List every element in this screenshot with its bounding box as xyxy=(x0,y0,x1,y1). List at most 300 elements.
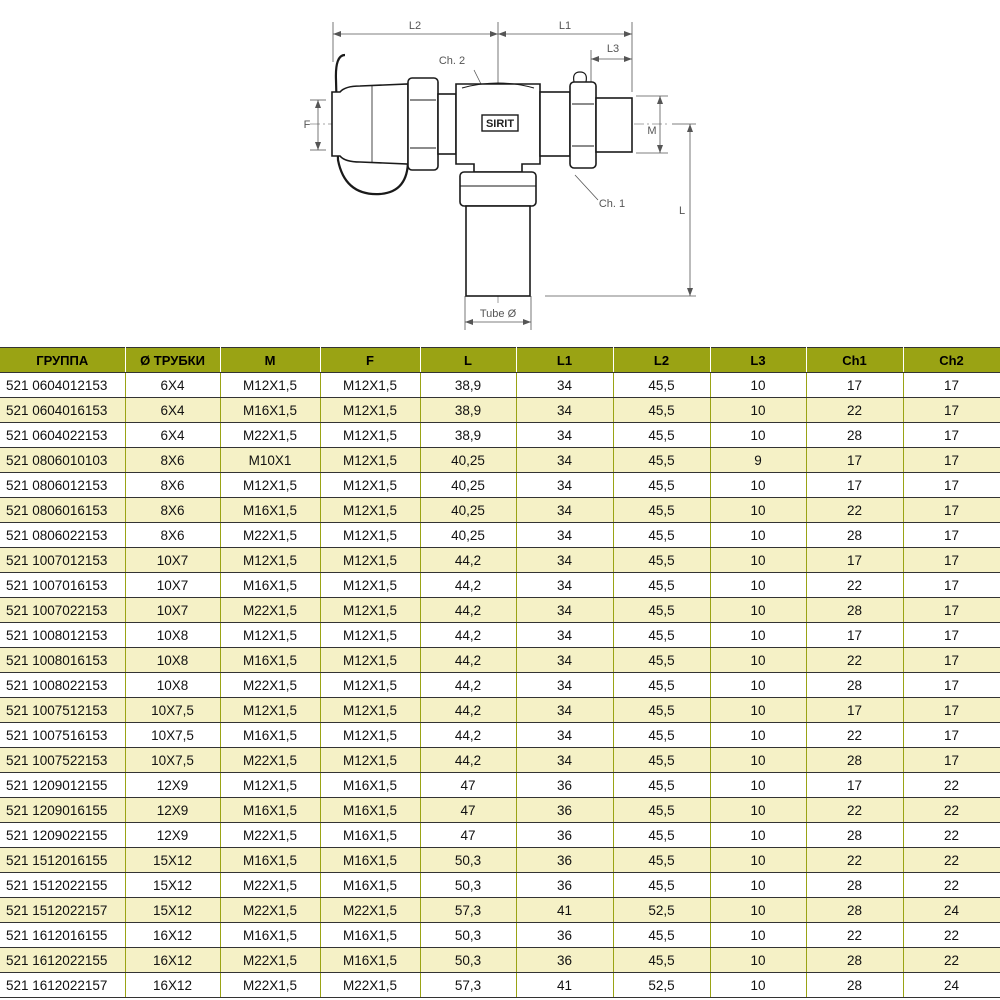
cell-l: 57,3 xyxy=(420,898,516,923)
cell-group: 521 1612022155 xyxy=(0,948,125,973)
cell-ch2: 17 xyxy=(903,398,1000,423)
cell-f: M12X1,5 xyxy=(320,423,420,448)
cell-ch2: 17 xyxy=(903,473,1000,498)
cell-f: M12X1,5 xyxy=(320,623,420,648)
cell-ch2: 17 xyxy=(903,673,1000,698)
cell-tube: 8X6 xyxy=(125,473,220,498)
cell-m: M12X1,5 xyxy=(220,373,320,398)
cell-l2: 45,5 xyxy=(613,598,710,623)
cell-l: 38,9 xyxy=(420,398,516,423)
cell-ch2: 17 xyxy=(903,498,1000,523)
cell-l3: 10 xyxy=(710,623,806,648)
dim-label-l2: L2 xyxy=(408,20,422,32)
table-row xyxy=(0,698,1000,723)
cell-l1: 34 xyxy=(516,748,613,773)
cell-m: M16X1,5 xyxy=(220,498,320,523)
cell-l: 50,3 xyxy=(420,873,516,898)
logo-text: SIRIT xyxy=(485,118,515,130)
cell-l1: 41 xyxy=(516,973,613,998)
cell-ch2: 17 xyxy=(903,523,1000,548)
cell-l3: 10 xyxy=(710,423,806,448)
cell-l: 38,9 xyxy=(420,373,516,398)
cell-f: M22X1,5 xyxy=(320,898,420,923)
spec-table xyxy=(0,347,1000,998)
technical-drawing xyxy=(0,0,1000,345)
cell-l: 40,25 xyxy=(420,473,516,498)
cell-ch1: 17 xyxy=(806,623,903,648)
cell-ch1: 28 xyxy=(806,523,903,548)
table-row xyxy=(0,723,1000,748)
cell-ch1: 22 xyxy=(806,848,903,873)
cell-l1: 34 xyxy=(516,723,613,748)
cell-l1: 36 xyxy=(516,923,613,948)
cell-ch2: 17 xyxy=(903,448,1000,473)
cell-m: M12X1,5 xyxy=(220,623,320,648)
cell-ch1: 17 xyxy=(806,448,903,473)
cell-ch1: 28 xyxy=(806,898,903,923)
cell-l1: 34 xyxy=(516,673,613,698)
cell-l3: 10 xyxy=(710,548,806,573)
cell-tube: 6X4 xyxy=(125,423,220,448)
cell-l: 44,2 xyxy=(420,648,516,673)
header-ch2: Ch2 xyxy=(903,348,1000,373)
table-row xyxy=(0,448,1000,473)
cell-group: 521 1007516153 xyxy=(0,723,125,748)
cell-l2: 45,5 xyxy=(613,723,710,748)
cell-group: 521 1512016155 xyxy=(0,848,125,873)
cell-f: M12X1,5 xyxy=(320,523,420,548)
cell-m: M12X1,5 xyxy=(220,548,320,573)
dim-label-l3: L3 xyxy=(606,43,620,55)
cell-tube: 12X9 xyxy=(125,823,220,848)
cell-m: M16X1,5 xyxy=(220,798,320,823)
cell-l3: 10 xyxy=(710,473,806,498)
cell-l: 40,25 xyxy=(420,498,516,523)
cell-l2: 45,5 xyxy=(613,823,710,848)
cell-l2: 45,5 xyxy=(613,923,710,948)
cell-tube: 15X12 xyxy=(125,873,220,898)
cell-l2: 45,5 xyxy=(613,648,710,673)
cell-l2: 45,5 xyxy=(613,398,710,423)
cell-f: M16X1,5 xyxy=(320,773,420,798)
cell-l1: 34 xyxy=(516,498,613,523)
cell-l3: 10 xyxy=(710,773,806,798)
cell-l2: 45,5 xyxy=(613,798,710,823)
cell-group: 521 1007512153 xyxy=(0,698,125,723)
cell-l1: 34 xyxy=(516,373,613,398)
cell-m: M12X1,5 xyxy=(220,698,320,723)
table-row xyxy=(0,898,1000,923)
cell-l2: 45,5 xyxy=(613,673,710,698)
cell-l1: 34 xyxy=(516,698,613,723)
cell-tube: 15X12 xyxy=(125,898,220,923)
cell-group: 521 1612022157 xyxy=(0,973,125,998)
cell-f: M16X1,5 xyxy=(320,873,420,898)
cell-l3: 10 xyxy=(710,573,806,598)
cell-l: 44,2 xyxy=(420,698,516,723)
cell-f: M12X1,5 xyxy=(320,723,420,748)
cell-ch1: 17 xyxy=(806,773,903,798)
cell-ch2: 24 xyxy=(903,973,1000,998)
cell-tube: 16X12 xyxy=(125,923,220,948)
cell-m: M16X1,5 xyxy=(220,398,320,423)
cell-group: 521 1209012155 xyxy=(0,773,125,798)
cell-f: M12X1,5 xyxy=(320,573,420,598)
cell-l1: 34 xyxy=(516,648,613,673)
cell-ch1: 28 xyxy=(806,973,903,998)
cell-f: M12X1,5 xyxy=(320,548,420,573)
cell-l3: 10 xyxy=(710,973,806,998)
cell-ch2: 17 xyxy=(903,548,1000,573)
cell-l2: 52,5 xyxy=(613,973,710,998)
cell-l2: 45,5 xyxy=(613,373,710,398)
header-l3: L3 xyxy=(710,348,806,373)
cell-l3: 10 xyxy=(710,923,806,948)
cell-l1: 36 xyxy=(516,873,613,898)
cell-f: M12X1,5 xyxy=(320,698,420,723)
cell-l3: 10 xyxy=(710,848,806,873)
cell-f: M12X1,5 xyxy=(320,748,420,773)
cell-l1: 34 xyxy=(516,573,613,598)
cell-ch1: 28 xyxy=(806,873,903,898)
cell-group: 521 0806022153 xyxy=(0,523,125,548)
table-row xyxy=(0,648,1000,673)
cell-tube: 10X7 xyxy=(125,548,220,573)
logo-badge xyxy=(482,115,518,131)
cell-ch1: 28 xyxy=(806,423,903,448)
cell-l3: 10 xyxy=(710,673,806,698)
fitting-drawing-svg xyxy=(0,0,1000,345)
cell-tube: 12X9 xyxy=(125,798,220,823)
cell-group: 521 1008022153 xyxy=(0,673,125,698)
cell-group: 521 1007522153 xyxy=(0,748,125,773)
cell-l: 47 xyxy=(420,823,516,848)
cell-l3: 10 xyxy=(710,723,806,748)
cell-ch2: 17 xyxy=(903,623,1000,648)
cell-l2: 45,5 xyxy=(613,423,710,448)
cell-ch1: 17 xyxy=(806,548,903,573)
table-row xyxy=(0,473,1000,498)
cell-m: M12X1,5 xyxy=(220,773,320,798)
cell-l3: 10 xyxy=(710,598,806,623)
cell-ch1: 28 xyxy=(806,598,903,623)
cell-m: M16X1,5 xyxy=(220,648,320,673)
table-header-row xyxy=(0,348,1000,373)
table-row xyxy=(0,398,1000,423)
fitting-body xyxy=(332,55,632,296)
cell-tube: 16X12 xyxy=(125,973,220,998)
cell-l: 38,9 xyxy=(420,423,516,448)
cell-l: 44,2 xyxy=(420,623,516,648)
cell-l2: 45,5 xyxy=(613,548,710,573)
cell-m: M16X1,5 xyxy=(220,723,320,748)
cell-m: M22X1,5 xyxy=(220,898,320,923)
cell-f: M16X1,5 xyxy=(320,823,420,848)
cell-ch1: 22 xyxy=(806,723,903,748)
cell-group: 521 1008012153 xyxy=(0,623,125,648)
header-l1: L1 xyxy=(516,348,613,373)
cell-m: M22X1,5 xyxy=(220,598,320,623)
cell-ch1: 28 xyxy=(806,673,903,698)
cell-l2: 45,5 xyxy=(613,448,710,473)
cell-group: 521 0604022153 xyxy=(0,423,125,448)
cell-tube: 10X7 xyxy=(125,573,220,598)
cell-l1: 34 xyxy=(516,398,613,423)
cell-f: M12X1,5 xyxy=(320,673,420,698)
dim-label-m: M xyxy=(647,125,657,137)
cell-m: M22X1,5 xyxy=(220,423,320,448)
cell-l2: 45,5 xyxy=(613,623,710,648)
cell-l2: 45,5 xyxy=(613,848,710,873)
cell-l1: 36 xyxy=(516,848,613,873)
cell-tube: 8X6 xyxy=(125,498,220,523)
cell-group: 521 0806010103 xyxy=(0,448,125,473)
cell-f: M12X1,5 xyxy=(320,498,420,523)
table-row xyxy=(0,923,1000,948)
header-m: M xyxy=(220,348,320,373)
cell-tube: 8X6 xyxy=(125,448,220,473)
table-row xyxy=(0,523,1000,548)
cell-ch1: 22 xyxy=(806,923,903,948)
cell-l: 44,2 xyxy=(420,573,516,598)
cell-group: 521 1007022153 xyxy=(0,598,125,623)
cell-m: M22X1,5 xyxy=(220,748,320,773)
cell-m: M16X1,5 xyxy=(220,848,320,873)
cell-l2: 52,5 xyxy=(613,898,710,923)
cell-l1: 36 xyxy=(516,823,613,848)
cell-ch2: 17 xyxy=(903,598,1000,623)
cell-f: M16X1,5 xyxy=(320,798,420,823)
cell-l: 40,25 xyxy=(420,448,516,473)
cell-ch1: 17 xyxy=(806,698,903,723)
cell-m: M22X1,5 xyxy=(220,873,320,898)
table-row xyxy=(0,823,1000,848)
cell-l3: 10 xyxy=(710,373,806,398)
cell-m: M22X1,5 xyxy=(220,823,320,848)
cell-tube: 6X4 xyxy=(125,398,220,423)
cell-f: M16X1,5 xyxy=(320,948,420,973)
cell-ch2: 17 xyxy=(903,723,1000,748)
cell-f: M12X1,5 xyxy=(320,598,420,623)
cell-group: 521 1612016155 xyxy=(0,923,125,948)
cell-l1: 34 xyxy=(516,448,613,473)
cell-l3: 10 xyxy=(710,498,806,523)
cell-l3: 10 xyxy=(710,398,806,423)
cell-tube: 10X7 xyxy=(125,598,220,623)
table-row xyxy=(0,873,1000,898)
cell-l2: 45,5 xyxy=(613,573,710,598)
cell-l1: 36 xyxy=(516,798,613,823)
cell-l1: 41 xyxy=(516,898,613,923)
cell-l1: 34 xyxy=(516,423,613,448)
cell-l: 44,2 xyxy=(420,673,516,698)
cell-l2: 45,5 xyxy=(613,873,710,898)
cell-ch2: 17 xyxy=(903,648,1000,673)
cell-ch2: 17 xyxy=(903,573,1000,598)
cell-group: 521 1209022155 xyxy=(0,823,125,848)
cell-l2: 45,5 xyxy=(613,773,710,798)
cell-ch2: 22 xyxy=(903,798,1000,823)
cell-l: 44,2 xyxy=(420,598,516,623)
cell-l3: 10 xyxy=(710,873,806,898)
cell-ch1: 28 xyxy=(806,948,903,973)
cell-tube: 15X12 xyxy=(125,848,220,873)
cell-l: 47 xyxy=(420,798,516,823)
cell-tube: 10X8 xyxy=(125,623,220,648)
cell-ch2: 22 xyxy=(903,823,1000,848)
cell-ch2: 17 xyxy=(903,373,1000,398)
cell-group: 521 0604016153 xyxy=(0,398,125,423)
cell-tube: 16X12 xyxy=(125,948,220,973)
cell-l1: 34 xyxy=(516,523,613,548)
cell-l1: 34 xyxy=(516,598,613,623)
cell-ch1: 22 xyxy=(806,498,903,523)
cell-group: 521 0806016153 xyxy=(0,498,125,523)
table-row xyxy=(0,798,1000,823)
cell-f: M12X1,5 xyxy=(320,398,420,423)
cell-ch2: 17 xyxy=(903,423,1000,448)
cell-l: 44,2 xyxy=(420,548,516,573)
cell-l1: 36 xyxy=(516,773,613,798)
table-row xyxy=(0,423,1000,448)
dim-label-l1: L1 xyxy=(558,20,572,32)
cell-l2: 45,5 xyxy=(613,498,710,523)
cell-l: 50,3 xyxy=(420,848,516,873)
cell-m: M22X1,5 xyxy=(220,673,320,698)
cell-tube: 6X4 xyxy=(125,373,220,398)
table-body xyxy=(0,373,1000,998)
cell-l3: 10 xyxy=(710,823,806,848)
cell-l3: 10 xyxy=(710,648,806,673)
cell-ch2: 22 xyxy=(903,948,1000,973)
cell-group: 521 1512022155 xyxy=(0,873,125,898)
dim-label-l: L xyxy=(678,205,686,217)
cell-f: M16X1,5 xyxy=(320,923,420,948)
cell-tube: 8X6 xyxy=(125,523,220,548)
cell-l2: 45,5 xyxy=(613,473,710,498)
cell-ch2: 17 xyxy=(903,698,1000,723)
cell-l3: 10 xyxy=(710,523,806,548)
cell-group: 521 0806012153 xyxy=(0,473,125,498)
cell-m: M12X1,5 xyxy=(220,473,320,498)
cell-l: 50,3 xyxy=(420,948,516,973)
cell-l: 50,3 xyxy=(420,923,516,948)
cell-ch2: 17 xyxy=(903,748,1000,773)
cell-tube: 10X8 xyxy=(125,648,220,673)
cell-f: M16X1,5 xyxy=(320,848,420,873)
cell-l1: 34 xyxy=(516,473,613,498)
cell-l: 44,2 xyxy=(420,723,516,748)
table-row xyxy=(0,373,1000,398)
table-row xyxy=(0,748,1000,773)
cell-tube: 10X7,5 xyxy=(125,748,220,773)
cell-tube: 12X9 xyxy=(125,773,220,798)
header-ch1: Ch1 xyxy=(806,348,903,373)
cell-ch1: 22 xyxy=(806,648,903,673)
table-row xyxy=(0,948,1000,973)
table-row xyxy=(0,848,1000,873)
cell-l3: 9 xyxy=(710,448,806,473)
table-row xyxy=(0,773,1000,798)
cell-group: 521 1007012153 xyxy=(0,548,125,573)
cell-l1: 34 xyxy=(516,548,613,573)
cell-ch1: 17 xyxy=(806,373,903,398)
cell-f: M12X1,5 xyxy=(320,648,420,673)
cell-ch2: 22 xyxy=(903,848,1000,873)
cell-f: M12X1,5 xyxy=(320,373,420,398)
cell-ch1: 17 xyxy=(806,473,903,498)
cell-ch1: 28 xyxy=(806,823,903,848)
cell-l3: 10 xyxy=(710,698,806,723)
cell-l: 44,2 xyxy=(420,748,516,773)
cell-l2: 45,5 xyxy=(613,948,710,973)
cell-m: M22X1,5 xyxy=(220,948,320,973)
cell-m: M22X1,5 xyxy=(220,523,320,548)
cell-l3: 10 xyxy=(710,898,806,923)
table-row xyxy=(0,498,1000,523)
cell-group: 521 1209016155 xyxy=(0,798,125,823)
cell-group: 521 1007016153 xyxy=(0,573,125,598)
table-row xyxy=(0,973,1000,998)
cell-m: M10X1 xyxy=(220,448,320,473)
cell-l3: 10 xyxy=(710,948,806,973)
cell-ch2: 22 xyxy=(903,873,1000,898)
header-l: L xyxy=(420,348,516,373)
cell-tube: 10X8 xyxy=(125,673,220,698)
header-l2: L2 xyxy=(613,348,710,373)
cell-m: M22X1,5 xyxy=(220,973,320,998)
cell-l3: 10 xyxy=(710,798,806,823)
cell-ch1: 22 xyxy=(806,398,903,423)
cell-tube: 10X7,5 xyxy=(125,698,220,723)
cell-tube: 10X7,5 xyxy=(125,723,220,748)
dim-label-f: F xyxy=(303,119,311,131)
dim-label-tube: Tube Ø xyxy=(479,308,517,320)
cell-l3: 10 xyxy=(710,748,806,773)
header-f: F xyxy=(320,348,420,373)
cell-l: 47 xyxy=(420,773,516,798)
cell-l2: 45,5 xyxy=(613,523,710,548)
cell-group: 521 1008016153 xyxy=(0,648,125,673)
dim-label-ch2: Ch. 2 xyxy=(438,55,466,67)
table-row xyxy=(0,548,1000,573)
dim-label-ch1: Ch. 1 xyxy=(598,198,626,210)
cell-f: M22X1,5 xyxy=(320,973,420,998)
cell-l2: 45,5 xyxy=(613,698,710,723)
cell-ch1: 22 xyxy=(806,573,903,598)
cell-ch2: 22 xyxy=(903,923,1000,948)
cell-l1: 36 xyxy=(516,948,613,973)
cell-ch2: 24 xyxy=(903,898,1000,923)
cell-l1: 34 xyxy=(516,623,613,648)
cell-ch2: 22 xyxy=(903,773,1000,798)
cell-ch1: 28 xyxy=(806,748,903,773)
cell-group: 521 0604012153 xyxy=(0,373,125,398)
cell-m: M16X1,5 xyxy=(220,573,320,598)
header-group: ГРУППА xyxy=(0,348,125,373)
cell-group: 521 1512022157 xyxy=(0,898,125,923)
cell-f: M12X1,5 xyxy=(320,448,420,473)
header-tube: Ø ТРУБКИ xyxy=(125,348,220,373)
cell-l: 57,3 xyxy=(420,973,516,998)
cell-m: M16X1,5 xyxy=(220,923,320,948)
table-row xyxy=(0,623,1000,648)
cell-l: 40,25 xyxy=(420,523,516,548)
cell-f: M12X1,5 xyxy=(320,473,420,498)
cell-ch1: 22 xyxy=(806,798,903,823)
table-row xyxy=(0,573,1000,598)
table-row xyxy=(0,673,1000,698)
